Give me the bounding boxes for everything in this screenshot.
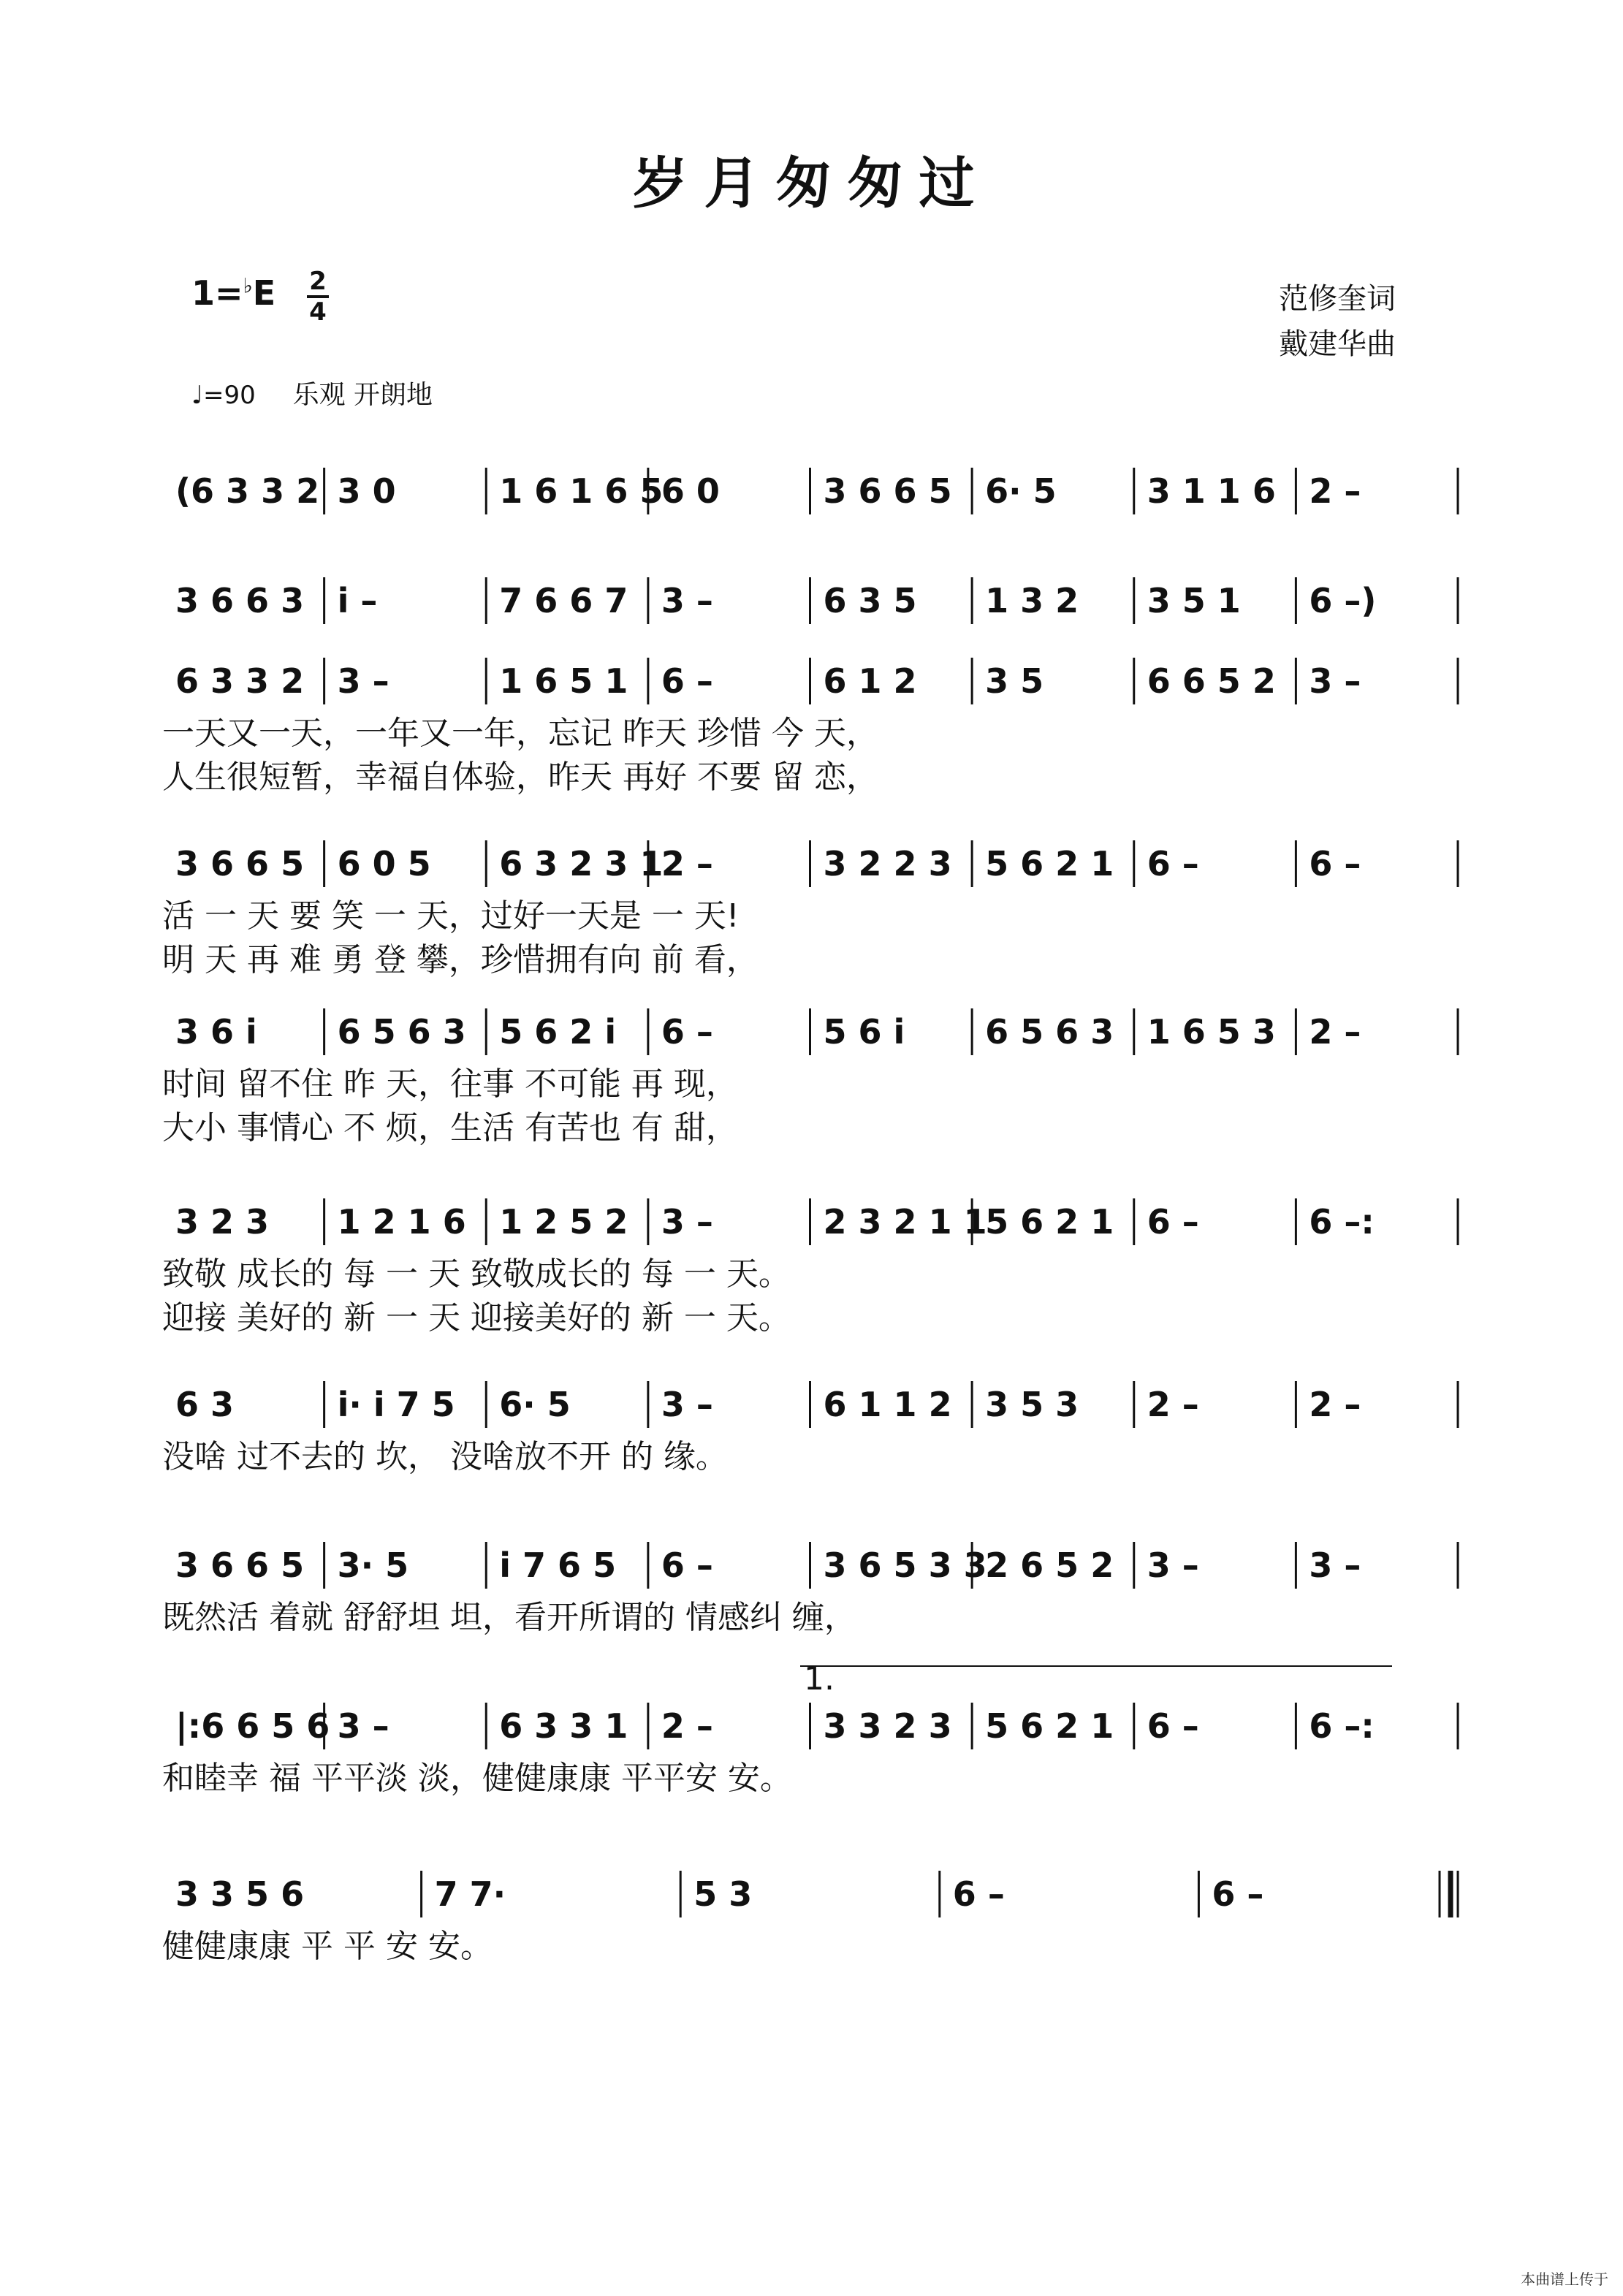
measure-notes: 3· 5 xyxy=(337,1546,409,1585)
measure-notes: 3 1 1 6 xyxy=(1147,471,1276,511)
measure-notes: 6 –) xyxy=(1309,581,1377,620)
measure-notes: 6 3 xyxy=(175,1385,235,1424)
measure-notes: 3 0 xyxy=(337,471,396,511)
measure-notes: 3 – xyxy=(337,1706,389,1746)
measure-notes: 3 3 2 3 xyxy=(823,1706,952,1746)
lyric-line: 迎接 美好的 新 一 天 迎接美好的 新 一 天。 xyxy=(162,1299,791,1337)
lyric-line: 和睦幸 福 平平淡 淡，健健康康 平平安 安。 xyxy=(162,1760,792,1797)
score-title: 岁月匆匆过 xyxy=(632,151,991,216)
lyric-line: 致敬 成长的 每 一 天 致敬成长的 每 一 天。 xyxy=(162,1255,791,1293)
lyric-line: 时间 留不住 昨 天，往事 不可能 再 现， xyxy=(162,1065,738,1103)
measure-notes: 6 – xyxy=(661,1012,713,1052)
measure-notes: 2 – xyxy=(1309,1385,1361,1424)
measure-notes: 6 – xyxy=(1147,1202,1199,1242)
measure-notes: 7 7· xyxy=(434,1874,506,1914)
measure-notes: 1 2 5 2 xyxy=(499,1202,628,1242)
measure-notes: 3 5 3 xyxy=(985,1385,1079,1424)
measure-notes: 2 – xyxy=(661,844,713,883)
measure-notes: 2 – xyxy=(1309,471,1361,511)
measure-notes: 5 6 2 1 xyxy=(985,844,1114,883)
lyricist: 范修奎词 xyxy=(1279,282,1396,316)
measure-notes: 6 – xyxy=(661,1546,713,1585)
measure-notes: 5 6 2 1 xyxy=(985,1706,1114,1746)
measure-notes: 2 – xyxy=(1309,1012,1361,1052)
measure-notes: 3 3 5 6 xyxy=(175,1874,305,1914)
measure-notes: 3 6 i xyxy=(175,1012,257,1052)
measure-notes: 5 3 xyxy=(693,1874,753,1914)
lyric-line: 一天又一天，一年又一年，忘记 昨天 珍惜 今 天， xyxy=(162,715,878,752)
measure-notes: 6 – xyxy=(661,661,713,701)
volta-label: 1. xyxy=(804,1660,835,1698)
measure-notes: 2 3 2 1 1 xyxy=(823,1202,987,1242)
lyric-line: 既然活 着就 舒舒坦 坦，看开所谓的 情感纠 缠， xyxy=(162,1599,856,1636)
measure-notes: 6 6 5 2 xyxy=(1147,661,1276,701)
measure-notes: 3 – xyxy=(1147,1546,1199,1585)
measure-notes: 3 – xyxy=(1309,661,1361,701)
measure-notes: 3 2 2 3 xyxy=(823,844,952,883)
measure-notes: 6 1 2 xyxy=(823,661,917,701)
footer-note: 本曲谱上传于 xyxy=(1521,2270,1608,2288)
measure-notes: 6 – xyxy=(1212,1874,1264,1914)
key-letter: E xyxy=(252,273,276,313)
measure-notes: |:6 6 5 6 xyxy=(175,1706,330,1746)
measure-notes: i 7 6 5 xyxy=(499,1546,617,1585)
time-signature-top: 2 xyxy=(309,267,327,296)
measure-notes: 1 6 1 6 5 xyxy=(499,471,664,511)
measure-notes: 6 – xyxy=(1147,844,1199,883)
measure-notes: 6 – xyxy=(1147,1706,1199,1746)
measure-notes: 6 3 3 2 xyxy=(175,661,305,701)
measure-notes: 6 –: xyxy=(1309,1706,1375,1746)
measure-notes: 6 1 1 2 xyxy=(823,1385,952,1424)
lyric-line: 明 天 再 难 勇 登 攀，珍惜拥有向 前 看， xyxy=(162,941,759,978)
measure-notes: 6 3 3 1 xyxy=(499,1706,628,1746)
lyric-line: 健健康康 平 平 安 安。 xyxy=(162,1928,493,1965)
measure-notes: 5 6 2 1 xyxy=(985,1202,1114,1242)
tempo-expression: 乐观 开朗地 xyxy=(292,380,433,410)
lyric-line: 活 一 天 要 笑 一 天，过好一天是 一 天! xyxy=(162,897,740,935)
measure-notes: 6· 5 xyxy=(499,1385,571,1424)
measure-notes: (6 3 3 2 xyxy=(175,471,320,511)
measure-notes: 1 6 5 3 xyxy=(1147,1012,1276,1052)
measure-notes: 6 – xyxy=(952,1874,1005,1914)
measure-notes: 3 6 6 5 xyxy=(175,844,305,883)
measure-notes: 6 5 6 3 xyxy=(985,1012,1114,1052)
measure-notes: 3 6 5 3 3 xyxy=(823,1546,987,1585)
measure-notes: 5 6 2 i xyxy=(499,1012,617,1052)
measure-notes: 3 6 6 5 xyxy=(823,471,952,511)
measure-notes: 2 6 5 2 xyxy=(985,1546,1114,1585)
measure-notes: 6· 5 xyxy=(985,471,1057,511)
measure-notes: 3 – xyxy=(661,1385,713,1424)
measure-notes: 5 6 i xyxy=(823,1012,905,1052)
lyric-line: 人生很短暂，幸福自体验，昨天 再好 不要 留 恋， xyxy=(162,759,878,796)
measure-notes: 3 – xyxy=(337,661,389,701)
measure-notes: i – xyxy=(337,581,378,620)
measure-notes: 6 –: xyxy=(1309,1202,1375,1242)
measure-notes: 3 6 6 3 xyxy=(175,581,305,620)
measure-notes: 6 5 6 3 xyxy=(337,1012,466,1052)
measure-notes: 1 6 5 1 xyxy=(499,661,628,701)
measure-notes: 3 – xyxy=(1309,1546,1361,1585)
key-prefix: 1= xyxy=(191,273,243,313)
measure-notes: i· i 7 5 xyxy=(337,1385,455,1424)
measure-notes: 3 – xyxy=(661,581,713,620)
measure-notes: 3 – xyxy=(661,1202,713,1242)
lyric-line: 大小 事情心 不 烦，生活 有苦也 有 甜， xyxy=(162,1109,738,1147)
measure-notes: 6 0 xyxy=(661,471,720,511)
measure-notes: 2 – xyxy=(1147,1385,1199,1424)
measure-notes: 2 – xyxy=(661,1706,713,1746)
time-signature-bottom: 4 xyxy=(309,297,327,327)
tempo-value: ♩=90 xyxy=(191,381,256,410)
measure-notes: 3 6 6 5 xyxy=(175,1546,305,1585)
measure-notes: 7 6 6 7 xyxy=(499,581,628,620)
measure-notes: 3 5 1 xyxy=(1147,581,1241,620)
flat-sign: ♭ xyxy=(243,273,253,298)
measure-notes: 6 0 5 xyxy=(337,844,431,883)
measure-notes: 3 5 xyxy=(985,661,1044,701)
lyric-line: 没啥 过不去的 坎， 没啥放不开 的 缘。 xyxy=(162,1438,728,1475)
composer: 戴建华曲 xyxy=(1279,327,1396,361)
measure-notes: 6 3 5 xyxy=(823,581,917,620)
measure-notes: 6 – xyxy=(1309,844,1361,883)
measure-notes: 1 3 2 xyxy=(985,581,1079,620)
measure-notes: 1 2 1 6 xyxy=(337,1202,466,1242)
measure-notes: 3 2 3 xyxy=(175,1202,270,1242)
measure-notes: 6 3 2 3 1 xyxy=(499,844,664,883)
